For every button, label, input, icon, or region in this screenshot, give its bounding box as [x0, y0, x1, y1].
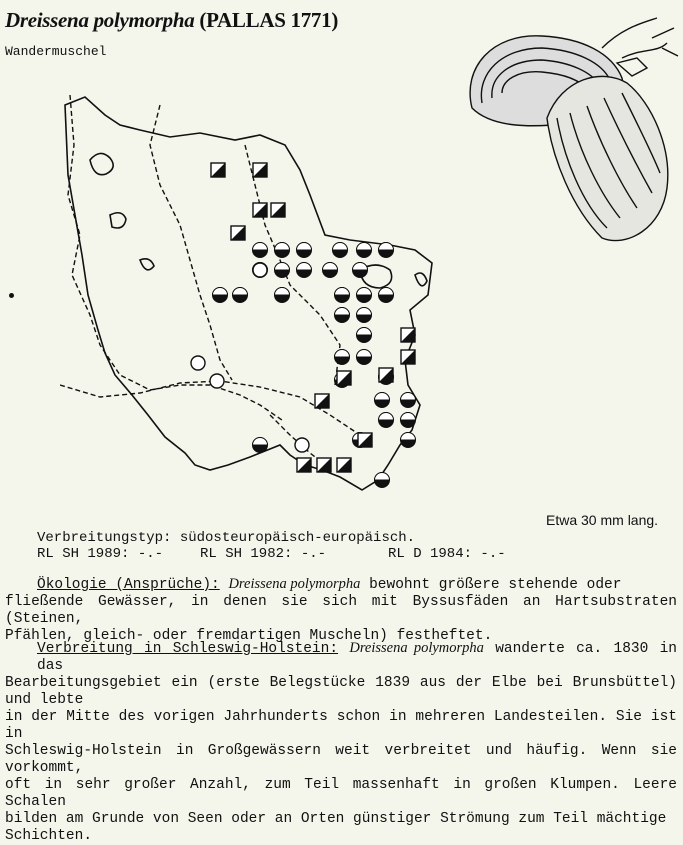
record-circle-half [357, 243, 372, 250]
record-circle-half [357, 288, 372, 296]
verbreitung-paragraph [5, 640, 677, 845]
record-circle-half [335, 308, 350, 316]
record-circle-half [275, 243, 290, 250]
oekologie-line-2: fließende Gewässer, in denen sie sich mit Byssusfäden an Hartsubstraten (Steinen, [5, 594, 677, 627]
record-circle-half [213, 288, 228, 296]
record-circle-half [333, 243, 348, 250]
common-name: Wandermuschel [5, 44, 107, 59]
distribution-type: Verbreitungstyp: südosteuropäisch-europäisch. [37, 530, 416, 546]
record-circle-half [357, 350, 372, 357]
record-circle-half [253, 243, 268, 250]
verbreitung-line-1: wanderte ca. 1830 in das [37, 641, 678, 674]
record-circle-half [401, 413, 416, 421]
record-open-circle [295, 438, 309, 452]
record-circle-half [357, 328, 372, 336]
verbreitung-line-3: in der Mitte des vorigen Jahrhunderts schon in mehreren Landesteilen. Sie ist in [5, 709, 677, 742]
record-open-circle [191, 356, 205, 370]
redlist-sh-1982: RL SH 1982: -.- [200, 546, 327, 562]
record-circle-half [375, 473, 390, 481]
size-note: Etwa 30 mm lang. [546, 512, 659, 528]
record-open-circle [253, 263, 267, 277]
oekologie-heading: Ökologie (Ansprüche): [37, 577, 220, 593]
oekologie-paragraph [5, 576, 677, 645]
verbreitung-species: Dreissena polymorpha [349, 640, 484, 656]
verbreitung-line-2: Bearbeitungsgebiet ein (erste Belegstücke 1839 aus der Elbe bei Brunsbüttel) und lebte [5, 675, 677, 708]
verbreitung-line-7: Schichten. [5, 828, 93, 844]
record-circle-half [379, 413, 394, 421]
redlist-d-1984: RL D 1984: -.- [388, 546, 506, 562]
species-name: Dreissena polymorpha [5, 8, 195, 32]
record-circle-half [297, 263, 312, 271]
page-title [5, 8, 338, 33]
verbreitung-line-5: oft in sehr großer Anzahl, zum Teil massenhaft in großen Klumpen. Leere Schalen [5, 777, 677, 810]
record-open-circle [210, 374, 224, 388]
mussel-illustration-icon [452, 8, 680, 248]
verbreitung-line-6: bilden am Grunde von Seen oder an Orten günstiger Strömung zum Teil mächtige [5, 811, 667, 827]
record-circle-half [375, 393, 390, 400]
record-circle-half [297, 243, 312, 250]
verbreitung-heading: Verbreitung in Schleswig-Holstein: [37, 641, 339, 657]
oekologie-species: Dreissena polymorpha [228, 576, 361, 592]
species-authority: (PALLAS 1771) [199, 8, 339, 32]
record-circle-half [323, 263, 338, 271]
verbreitung-line-4: Schleswig-Holstein in Großgewässern weit verbreitet und häufig. Wenn sie vorkommt, [5, 743, 677, 776]
oekologie-line-1: bewohnt größere stehende oder [360, 577, 622, 593]
record-circle-half [335, 288, 350, 296]
record-circle-half [275, 263, 290, 271]
record-circle-half [335, 350, 350, 357]
record-circle-half [233, 288, 248, 296]
record-circle-half [253, 438, 268, 445]
record-circle-half [275, 288, 290, 296]
record-circle-half [357, 308, 372, 316]
oekologie-line-3: Pfählen, gleich- oder fremdartigen Muscheln) festheftet. [5, 628, 493, 644]
record-circle-half [353, 263, 368, 271]
redlist-sh-1989: RL SH 1989: -.- [37, 546, 164, 562]
record-circle-half [401, 433, 416, 440]
bullet-dot [9, 293, 14, 298]
distribution-map [60, 85, 450, 505]
